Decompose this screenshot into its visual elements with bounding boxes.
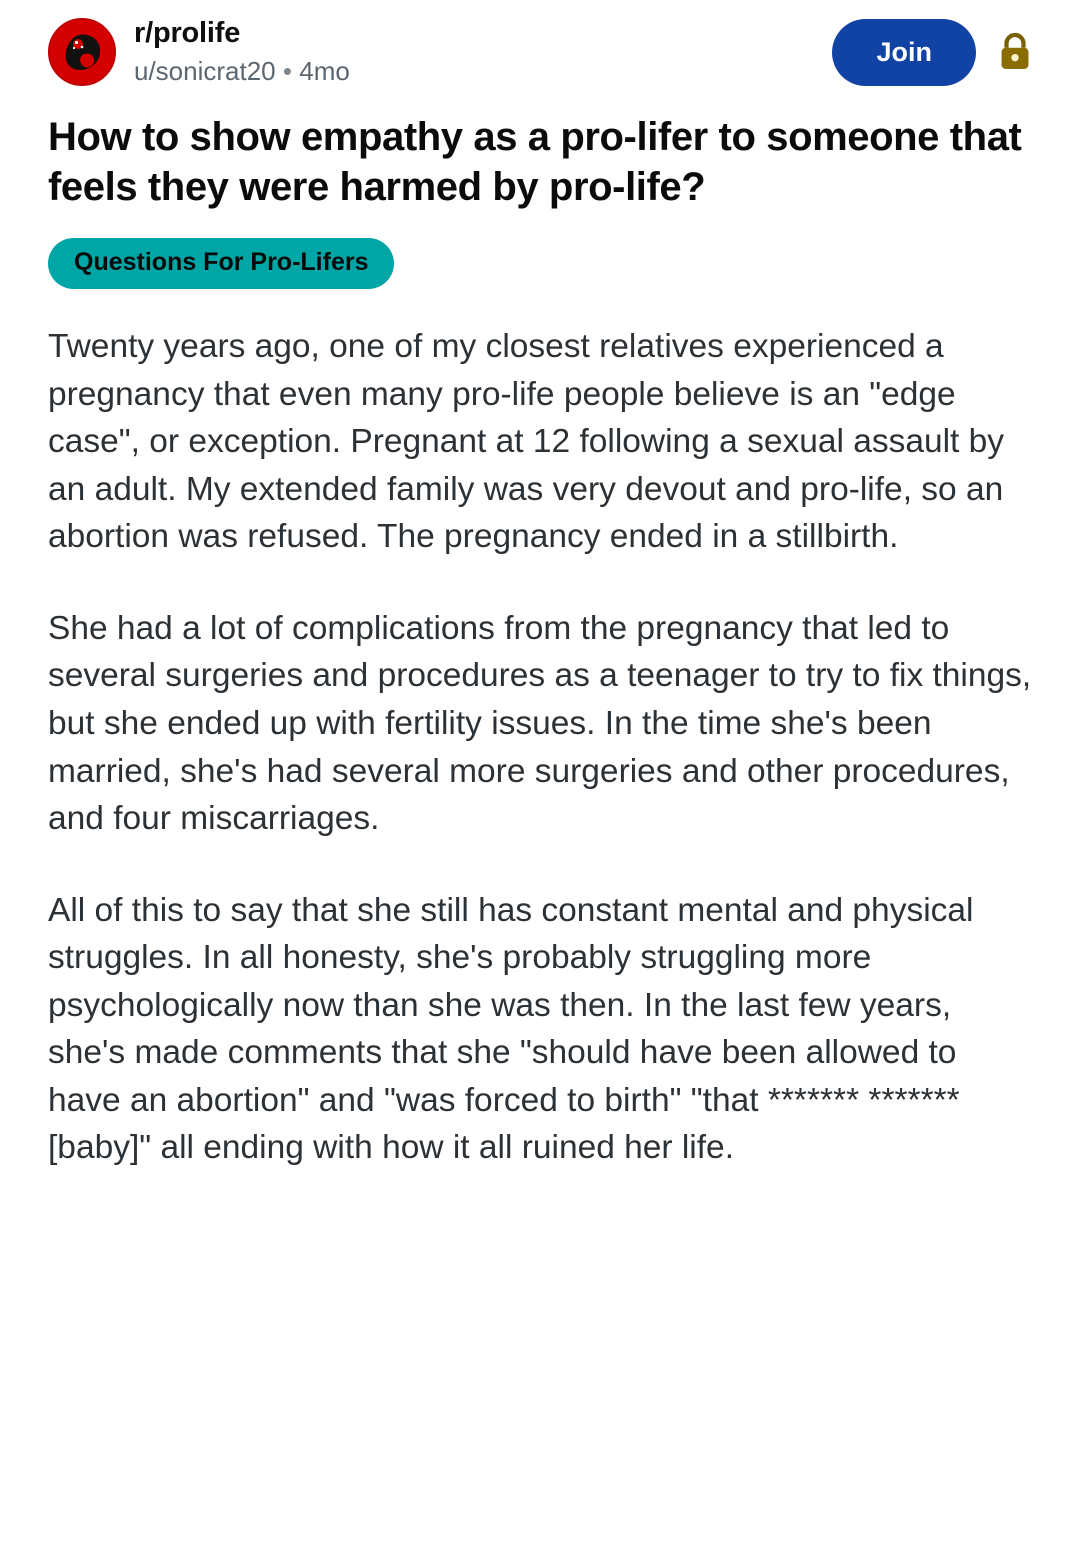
post-age: 4mo [299, 55, 350, 86]
post-paragraph: Twenty years ago, one of my closest relatives experienced a pregnancy that even many pro-life people believe is an "edge case", or exception. Pregnant at 12 following a sexual assault by an adult. My extended family was very devout and pro-life, so an abortion was refused. The pregnancy ended in a stillbirth. [48, 328, 1005, 556]
lock-icon [998, 32, 1032, 72]
post-header [48, 0, 1032, 90]
post-body [48, 323, 1032, 1172]
subreddit-name[interactable]: r/prolife [134, 17, 241, 50]
post-flair[interactable]: Questions For Pro-Lifers [48, 238, 394, 289]
post-paragraph: She had a lot of complications from the pregnancy that led to several surgeries and procedures as a teenager to try to fix things, but she ended up with fertility issues. In the time she's been married, she's had several more surgeries and other procedures, and four miscarriages. [48, 609, 1032, 838]
prolife-subreddit-avatar-icon[interactable] [48, 18, 116, 86]
post-author[interactable]: u/sonicrat20 [134, 55, 276, 86]
page-title[interactable]: How to show empathy as a pro-lifer to someone that feels they were harmed by pro-life? [48, 115, 1022, 209]
join-button[interactable]: Join [832, 19, 976, 86]
post-paragraph: All of this to say that she still has constant mental and physical struggles. In all honesty, she's probably struggling more psychologically now than she was then. In the last few years, she's made comments that she "should have been allowed to have an abortion" and "was forced to birth" "that ******* *******[baby]" all ending with how it all ruined her life. [48, 891, 974, 1167]
post-byline [134, 55, 832, 89]
post-header-text [134, 15, 832, 88]
byline-separator: • [282, 55, 292, 86]
